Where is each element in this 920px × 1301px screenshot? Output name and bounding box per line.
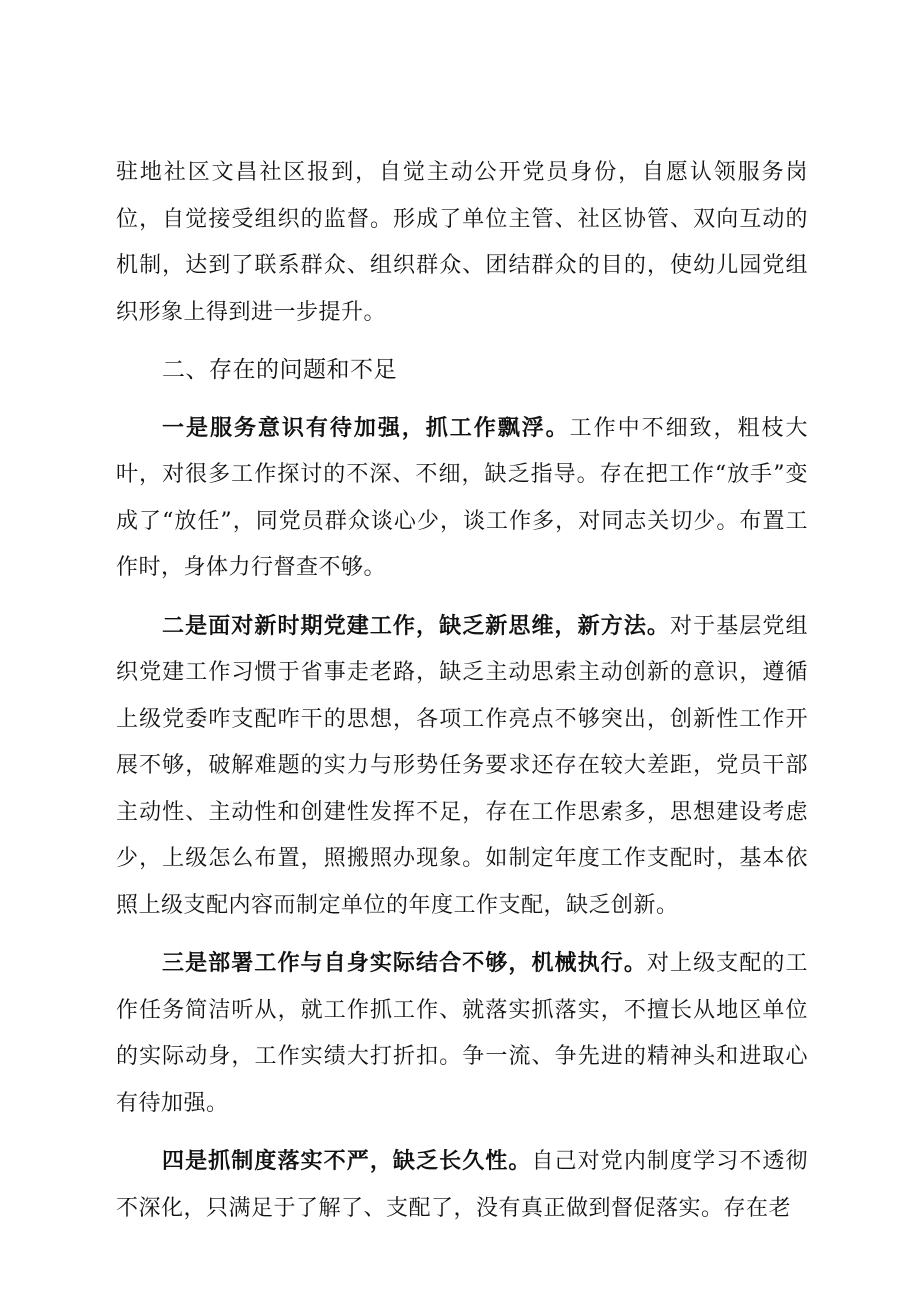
paragraph-continuation: 驻地社区文昌社区报到，自觉主动公开党员身份，自愿认领服务岗位，自觉接受组织的监督。形成了单位主管、社区协管、双向互动的机制，达到了联系群众、组织群众、团结群众的目的，使幼儿园党组织形象上得到进一步提升。 xyxy=(116,160,808,325)
paragraph-issue-4-lead: 四是抓制度落实不严，缺乏长久性。 xyxy=(162,1148,532,1174)
section-heading: 二、存在的问题和不足 xyxy=(162,357,397,383)
paragraph-issue-2-text: 对于基层党组织党建工作习惯于省事走老路，缺乏主动思索主动创新的意识，遵循上级党委咋支配咋干的思想，各项工作亮点不够突出，创新性工作开展不够，破解难题的实力与形势任务要求还存在较大差距，党员干部主动性、主动性和创建性发挥不足，存在工作思索多，思想建设考虑少，上级怎么布置，照搬照办现象。如制定年度工作支配时，基本依照上级支配内容而制定单位的年度工作支配，缺乏创新。 xyxy=(116,613,808,918)
paragraph-issue-3-text: 对上级支配的工作任务简洁听从，就工作抓工作、就落实抓落实，不擅长从地区单位的实际动身，工作实绩大打折扣。争一流、争先进的精神头和进取心有待加强。 xyxy=(116,951,808,1116)
paragraph-issue-4 xyxy=(116,1138,808,1232)
paragraph-issue-4-text: 自己对党内制度学习不透彻不深化，只满足于了解了、支配了，没有真正做到督促落实。存在老 xyxy=(116,1149,808,1221)
paragraph-issue-2-lead: 二是面对新时期党建工作，缺乏新思维，新方法。 xyxy=(162,612,671,639)
document-body xyxy=(116,150,808,1232)
paragraph-issue-3-lead: 三是部署工作与自身实际结合不够，机械执行。 xyxy=(162,950,647,976)
paragraph-issue-1 xyxy=(116,405,808,592)
paragraph-issue-3 xyxy=(116,940,808,1127)
paragraph-issue-1-lead: 一是服务意识有待加强，抓工作飘浮。 xyxy=(162,414,570,441)
paragraph-issue-2 xyxy=(116,603,808,930)
paragraph-issue-1-text: 工作中不细致，粗枝大叶，对很多工作探讨的不深、不细，缺乏指导。存在把工作“放手”变成了“放任”，同党员群众谈心少，谈工作多，对同志关切少。布置工作时，身体力行督查不够。 xyxy=(116,415,808,580)
